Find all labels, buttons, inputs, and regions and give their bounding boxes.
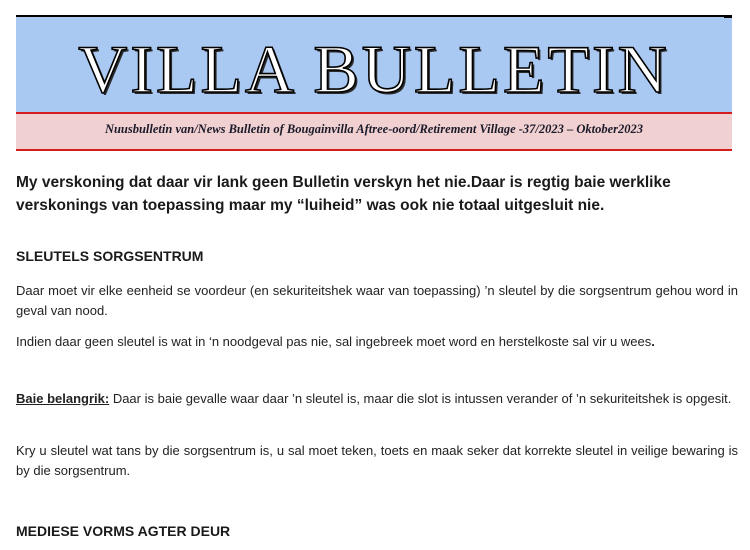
section-heading-sleutels: SLEUTELS SORGSENTRUM xyxy=(16,248,204,264)
bulletin-title: VILLA BULLETIN xyxy=(78,31,670,107)
paragraph-keys-1: Daar moet vir elke eenheid se voordeur (en sekuriteitshek waar van toepassing) ’n sleutel by die sorgsentrum gehou word in geval van nood. xyxy=(16,283,738,318)
paragraph-keys-3-text: Daar is baie gevalle waar daar ’n sleutel is, maar die slot is intussen verander of ’n sekuriteitshek is opgesit. xyxy=(109,391,732,406)
paragraph-keys-2-end: . xyxy=(651,334,655,349)
important-label: Baie belangrik: xyxy=(16,391,110,406)
intro-paragraph: My verskoning dat daar vir lank geen Bulletin verskyn het nie.Daar is regtig baie werklike verskonings van toepassing maar my “luiheid” was ook nie totaal uitgesluit nie. xyxy=(16,174,671,214)
masthead-corner-mark xyxy=(724,15,732,18)
bulletin-subtitle: Nuusbulletin van/News Bulletin of Bougainvilla Aftree-oord/Retirement Village -37/2023 – Oktober2023 xyxy=(104,122,644,136)
paragraph-keys-2-text: Indien daar geen sleutel is wat in ‘n noodgeval pas nie, sal ingebreek moet word en herstelkoste sal vir u wees xyxy=(16,334,652,349)
paragraph-keys-3 xyxy=(16,389,738,409)
paragraph-keys-2 xyxy=(16,332,738,352)
section-heading-mediese-vorms: MEDIESE VORMS AGTER DEUR xyxy=(16,523,231,539)
paragraph-keys-4: Kry u sleutel wat tans by die sorgsentrum is, u sal moet teken, toets en maak seker dat korrekte sleutel in veilige bewaring is by die sorgsentrum. xyxy=(16,443,738,478)
subtitle-band xyxy=(16,114,732,149)
masthead-divider-bottom xyxy=(16,149,732,151)
masthead-banner xyxy=(16,15,732,112)
